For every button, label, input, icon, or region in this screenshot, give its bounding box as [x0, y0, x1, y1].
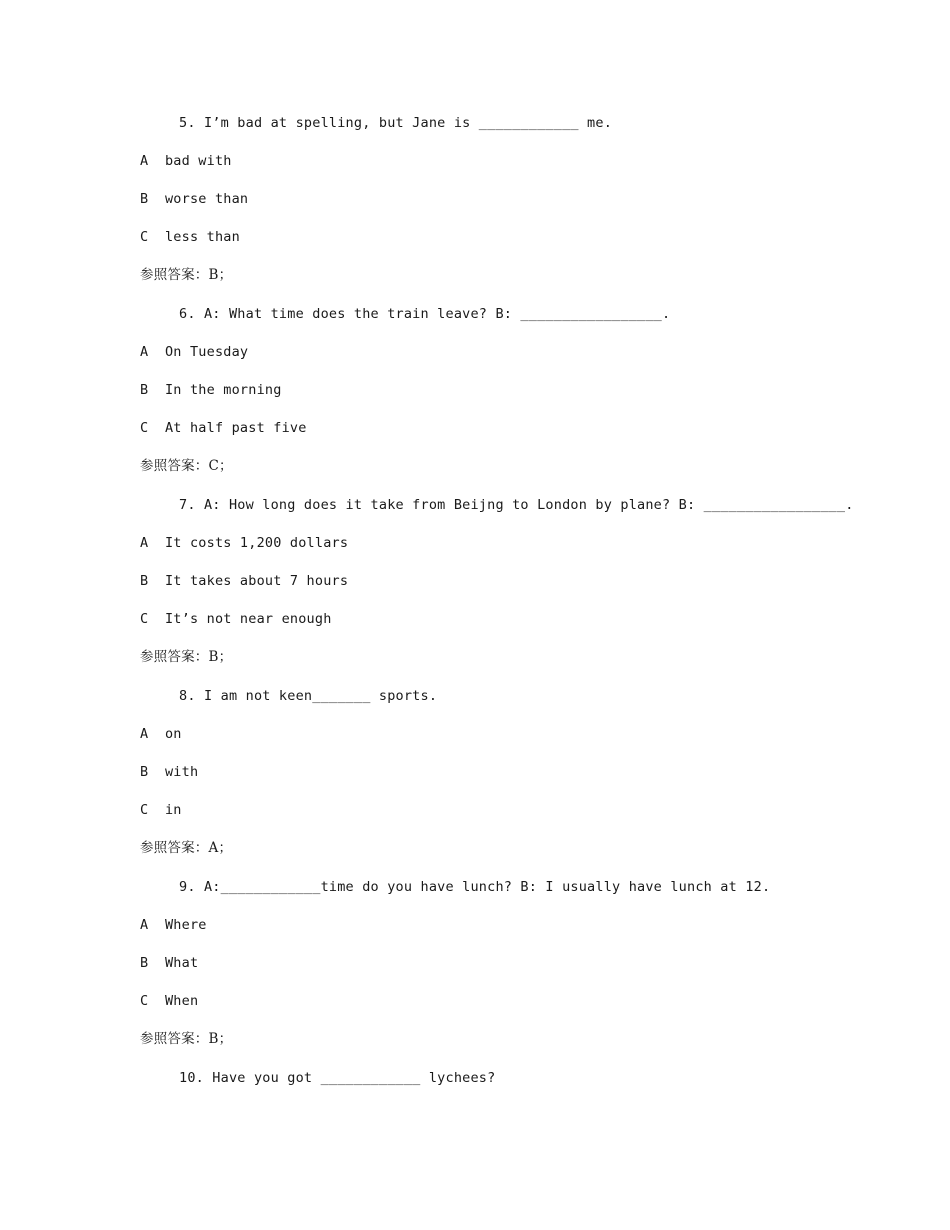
option-c: C It’s not near enough [140, 611, 332, 627]
option-c: C At half past five [140, 420, 307, 436]
reference-answer: 参照答案：B； [140, 649, 233, 665]
option-b: B In the morning [140, 382, 282, 398]
option-a: A Where [140, 917, 207, 933]
option-b: B What [140, 955, 199, 971]
option-a: A on [140, 726, 182, 742]
question-stem: 9. A:____________time do you have lunch? B: I usually have lunch at 12. [179, 879, 771, 895]
option-c: C less than [140, 229, 240, 245]
question-stem: 5. I’m bad at spelling, but Jane is ____________ me. [179, 115, 613, 131]
question-stem: 8. I am not keen_______ sports. [179, 688, 438, 704]
option-b: B with [140, 764, 199, 780]
option-a: A It costs 1,200 dollars [140, 535, 349, 551]
question-stem: 10. Have you got ____________ lychees? [179, 1070, 496, 1086]
option-b: B It takes about 7 hours [140, 573, 349, 589]
reference-answer: 参照答案：B； [140, 1031, 233, 1047]
option-c: C When [140, 993, 199, 1009]
option-a: A On Tuesday [140, 344, 249, 360]
reference-answer: 参照答案：B； [140, 267, 233, 283]
question-stem: 6. A: What time does the train leave? B: _________________. [179, 306, 671, 322]
reference-answer: 参照答案：A； [140, 840, 233, 856]
reference-answer: 参照答案：C； [140, 458, 233, 474]
option-b: B worse than [140, 191, 249, 207]
option-a: A bad with [140, 153, 232, 169]
question-stem: 7. A: How long does it take from Beijng to London by plane? B: _________________. [179, 497, 854, 513]
option-c: C in [140, 802, 182, 818]
